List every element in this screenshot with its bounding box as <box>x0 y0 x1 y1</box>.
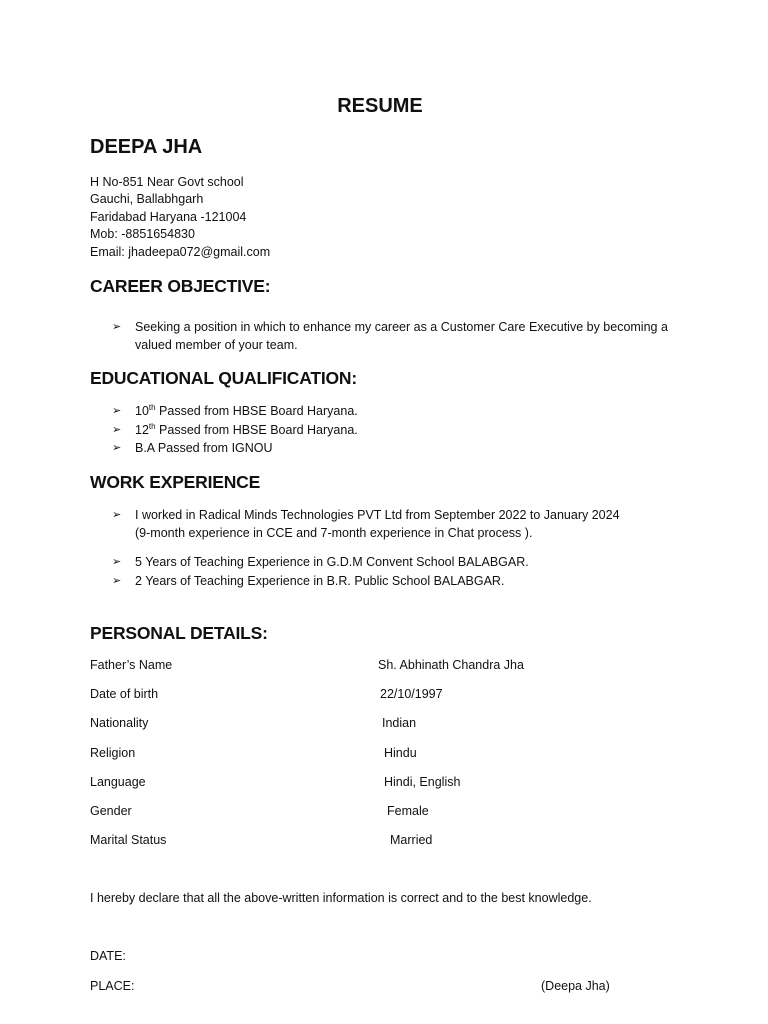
personal-label: Nationality <box>90 716 149 730</box>
candidate-name: DEEPA JHA <box>90 136 203 158</box>
work-experience-item-1 <box>112 507 682 542</box>
work-experience-item-3 <box>112 573 682 591</box>
address-line-3: Faridabad Haryana -121004 <box>90 210 247 224</box>
bullet-arrow-icon: ➢ <box>112 405 122 417</box>
email-address: Email: jhadeepa072@gmail.com <box>90 245 271 259</box>
personal-label: Date of birth <box>90 687 159 701</box>
address-line-1: H No-851 Near Govt school <box>90 175 244 189</box>
personal-value: Indian <box>382 716 417 730</box>
career-objective-line-1: Seeking a position in which to enhance my career as a Customer Care Executive by becoming a <box>135 320 668 334</box>
personal-value: Married <box>390 833 433 847</box>
personal-value: Hindu <box>384 746 417 760</box>
bullet-arrow-icon: ➢ <box>112 556 122 568</box>
personal-label: Religion <box>90 746 136 760</box>
work-item-1-line-2: (9-month experience in CCE and 7-month experience in Chat process ). <box>135 525 533 540</box>
bullet-arrow-icon: ➢ <box>112 424 122 436</box>
work-experience-heading: WORK EXPERIENCE <box>90 472 261 492</box>
work-experience-item-2 <box>112 554 682 572</box>
signature: (Deepa Jha) <box>541 979 610 993</box>
education-item-text: B.A Passed from IGNOU <box>135 441 273 455</box>
date-label: DATE: <box>90 949 126 963</box>
declaration-text: I hereby declare that all the above-written information is correct and to the best knowledge. <box>90 891 592 905</box>
place-label: PLACE: <box>90 979 135 993</box>
career-objective-line-2: valued member of your team. <box>135 337 298 352</box>
education-item-text: Passed from HBSE Board Haryana. <box>155 423 358 437</box>
education-item-suffix: th <box>148 422 156 431</box>
address-line-2: Gauchi, Ballabhgarh <box>90 192 204 206</box>
education-item-number: 12 <box>135 423 149 437</box>
bullet-arrow-icon: ➢ <box>112 321 122 333</box>
education-item-text: Passed from HBSE Board Haryana. <box>155 404 358 418</box>
work-item-2-text: 5 Years of Teaching Experience in G.D.M Convent School BALABGAR. <box>135 555 529 569</box>
work-item-3-text: 2 Years of Teaching Experience in B.R. Public School BALABGAR. <box>135 574 505 588</box>
personal-label: Gender <box>90 804 132 818</box>
personal-value: Sh. Abhinath Chandra Jha <box>378 658 524 672</box>
personal-label: Language <box>90 775 146 789</box>
work-item-1-line-1: I worked in Radical Minds Technologies PVT Ltd from September 2022 to January 2024 <box>135 508 620 522</box>
bullet-arrow-icon: ➢ <box>112 509 122 521</box>
career-objective-heading: CAREER OBJECTIVE: <box>90 276 271 296</box>
education-item-number: 10 <box>135 404 149 418</box>
education-heading: EDUCATIONAL QUALIFICATION: <box>90 368 357 388</box>
education-item-suffix: th <box>148 403 156 412</box>
document-title: RESUME <box>337 95 423 117</box>
bullet-arrow-icon: ➢ <box>112 442 122 454</box>
career-objective-item <box>112 319 682 354</box>
education-item-1 <box>112 403 682 421</box>
personal-value: Female <box>387 804 429 818</box>
personal-value: Hindi, English <box>384 775 461 789</box>
personal-label: Father’s Name <box>90 658 173 672</box>
education-item-3 <box>112 440 682 458</box>
bullet-arrow-icon: ➢ <box>112 575 122 587</box>
personal-value: 22/10/1997 <box>380 687 443 701</box>
personal-label: Marital Status <box>90 833 167 847</box>
mobile-number: Mob: -8851654830 <box>90 227 195 241</box>
education-item-2 <box>112 422 682 440</box>
personal-details-heading: PERSONAL DETAILS: <box>90 623 268 643</box>
